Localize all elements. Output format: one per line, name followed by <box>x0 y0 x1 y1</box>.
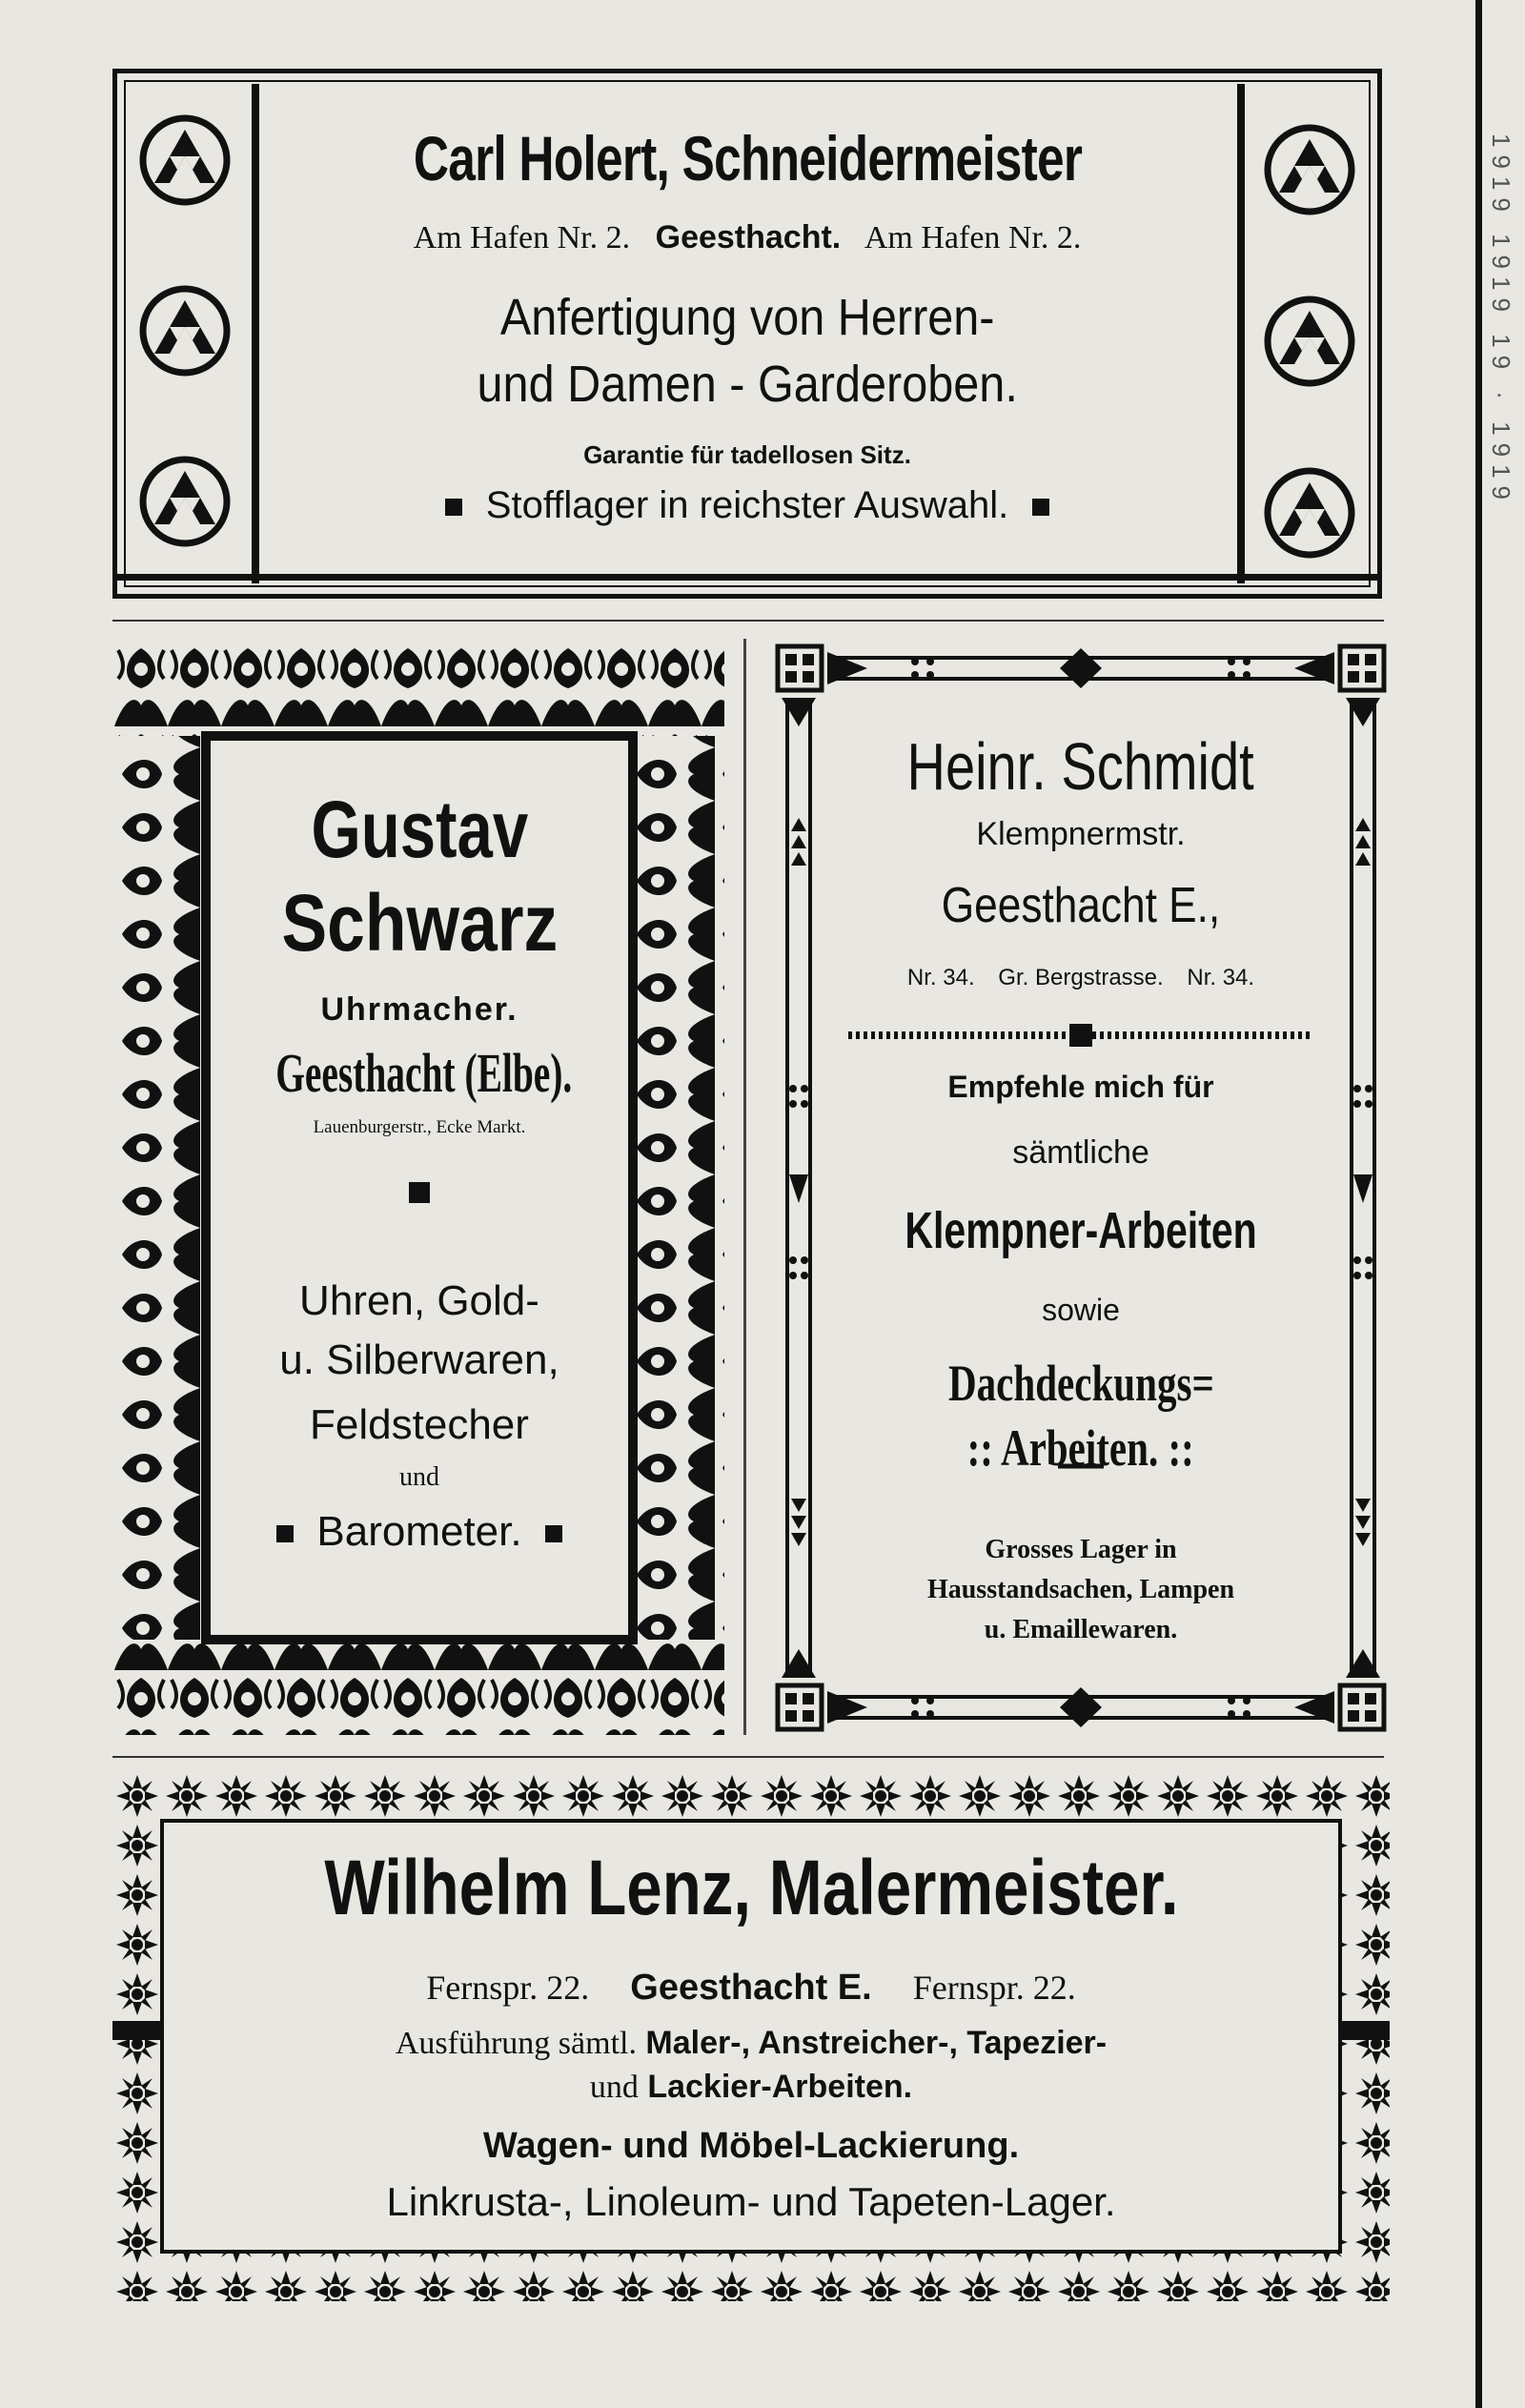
schmidt-recommend1: Empfehle mich für <box>947 1070 1214 1104</box>
art-nouveau-frame <box>772 641 1390 1735</box>
lenz-phone-left: Fernspr. 22. <box>426 1969 590 2007</box>
schwarz-goods1: Uhren, Gold- <box>299 1277 539 1324</box>
square-bullet-icon <box>409 1182 430 1203</box>
schwarz-profession: Uhrmacher. <box>320 991 518 1028</box>
holert-line2: und Damen - Garderoben. <box>477 356 1018 413</box>
holert-address-right: Am Hafen Nr. 2. <box>864 220 1082 255</box>
lenz-exec2-row <box>166 2069 1336 2106</box>
schmidt-work2a-row <box>820 1354 1342 1413</box>
left-column-rule <box>252 84 259 583</box>
schwarz-last-row <box>206 877 633 969</box>
schwarz-last-name: Schwarz <box>281 878 558 968</box>
triangle-ornament-icon <box>1262 465 1357 561</box>
schmidt-city-row <box>820 877 1342 934</box>
schwarz-first-name: Gustav <box>311 785 528 874</box>
schmidt-nr-left: Nr. 34. <box>906 965 975 990</box>
ad-lenz <box>112 1771 1390 2301</box>
triangle-ornament-icon <box>137 112 233 208</box>
holert-address-row <box>265 219 1230 256</box>
schwarz-city-row <box>206 1041 633 1105</box>
margin-print <box>1489 133 1517 1563</box>
lenz-title: Wilhelm Lenz, Malermeister. <box>323 1845 1179 1931</box>
schmidt-work2a: Dachdeckungs= <box>947 1355 1214 1412</box>
schwarz-goods3: Feldstecher <box>310 1401 529 1448</box>
lenz-phone-right: Fernspr. 22. <box>912 1969 1076 2007</box>
triangle-ornament-icon <box>137 283 233 378</box>
square-bullet-icon <box>1032 499 1049 516</box>
triangle-ornament-icon <box>1262 294 1357 389</box>
triangle-ornament-icon <box>1262 122 1357 217</box>
triangle-ornament-icon <box>137 454 233 549</box>
schmidt-name-row <box>820 728 1342 805</box>
holert-stock-row <box>265 484 1230 527</box>
schmidt-recommend2: sämtliche <box>1012 1134 1149 1171</box>
square-bullet-icon <box>445 499 462 516</box>
holert-line2-row <box>265 355 1230 414</box>
schwarz-city: Geesthacht (Elbe). <box>275 1042 573 1104</box>
schmidt-profession: Klempnermstr. <box>976 816 1186 852</box>
vertical-divider <box>743 639 746 1735</box>
lenz-exec2-prefix: und <box>589 2070 639 2105</box>
lenz-exec-bold: Maler-, Anstreicher-, Tapezier- <box>645 2025 1108 2061</box>
schwarz-goods4: Barometer. <box>316 1508 522 1555</box>
lenz-exec-row <box>166 2025 1336 2062</box>
schmidt-work1: Klempner-Arbeiten <box>905 1202 1257 1259</box>
margin-text: 1919 1919 19 · 1919 <box>1487 133 1515 507</box>
lenz-exec2-bold: Lackier-Arbeiten. <box>647 2069 913 2105</box>
lenz-exec-prefix: Ausführung sämtl. <box>395 2026 637 2061</box>
holert-title-row <box>265 122 1230 194</box>
lenz-phone-row <box>166 1968 1336 2009</box>
holert-city: Geesthacht. <box>655 219 842 255</box>
horizontal-divider <box>112 1756 1384 1758</box>
schmidt-name: Heinr. Schmidt <box>906 729 1255 804</box>
holert-title: Carl Holert, Schneidermeister <box>413 123 1082 194</box>
lenz-city: Geesthacht E. <box>630 1968 872 2008</box>
schwarz-bullet-row <box>206 1182 633 1203</box>
horizontal-divider <box>112 620 1384 622</box>
page-edge-line <box>1475 0 1482 2408</box>
holert-stock: Stofflager in reichster Auswahl. <box>485 484 1009 526</box>
lenz-vehicle: Wagen- und Möbel-Lackierung. <box>482 2126 1020 2166</box>
schwarz-goods2: u. Silberwaren, <box>279 1337 559 1383</box>
holert-address-left: Am Hafen Nr. 2. <box>413 220 631 255</box>
schmidt-nr-right: Nr. 34. <box>1187 965 1255 990</box>
schmidt-work1-row <box>820 1201 1342 1260</box>
lenz-title-row <box>166 1844 1336 1933</box>
ad-schmidt <box>772 641 1390 1735</box>
schmidt-city: Geesthacht E., <box>941 878 1221 933</box>
square-bullet-icon <box>545 1525 562 1542</box>
ad-holert <box>112 69 1382 599</box>
ad-schwarz <box>114 641 724 1735</box>
schmidt-as-well: sowie <box>1042 1293 1120 1327</box>
schwarz-goods4-row <box>206 1508 633 1556</box>
schwarz-address: Lauenburgerstr., Ecke Markt. <box>313 1117 526 1137</box>
right-column-rule <box>1237 84 1245 583</box>
schmidt-street: Gr. Bergstrasse. <box>998 965 1164 990</box>
holert-guarantee: Garantie für tadellosen Sitz. <box>583 440 911 469</box>
lenz-stock: Linkrusta-, Linoleum- und Tapeten-Lager. <box>386 2179 1116 2224</box>
schmidt-work2b-row <box>820 1418 1342 1478</box>
schmidt-work2b: :: Arbeiten. :: <box>966 1419 1195 1477</box>
schmidt-stock3: u. Emaillewaren. <box>984 1615 1178 1644</box>
bottom-rule <box>112 574 1382 581</box>
square-bullet-icon <box>276 1525 294 1542</box>
holert-line1: Anfertigung von Herren- <box>499 289 995 346</box>
holert-line1-row <box>265 288 1230 347</box>
schwarz-first-row <box>206 784 633 876</box>
schmidt-stock1: Grosses Lager in <box>985 1535 1177 1564</box>
schmidt-stock2: Hausstandsachen, Lampen <box>926 1575 1235 1604</box>
schmidt-street-row <box>820 965 1342 991</box>
schwarz-and: und <box>399 1462 439 1492</box>
